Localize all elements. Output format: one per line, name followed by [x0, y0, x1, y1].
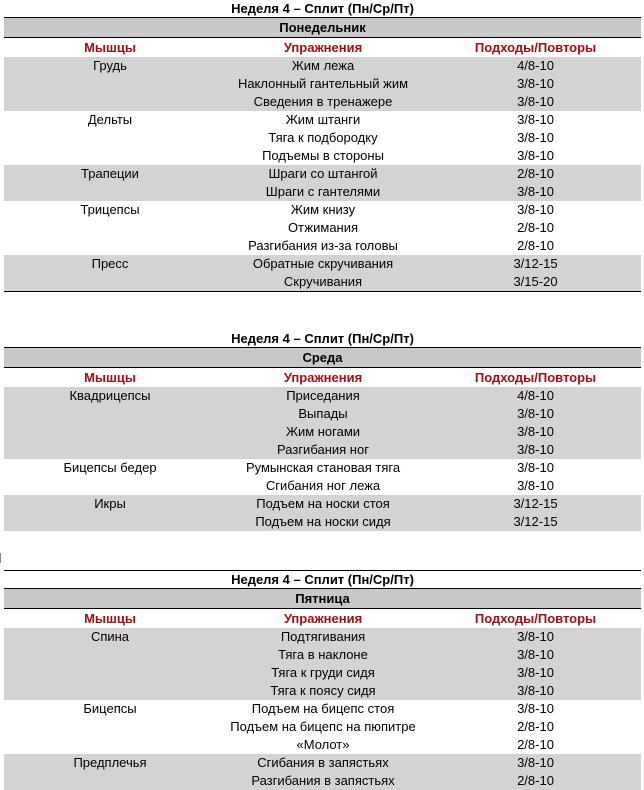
sets-reps-cell: 3/8-10 — [517, 478, 554, 493]
column-headers — [4, 609, 641, 628]
exercise-cell: Наклонный гантельный жим — [237, 76, 409, 91]
cell-marker — [0, 553, 4, 563]
sets-reps-cell: 3/8-10 — [517, 424, 554, 439]
exercise-cell: Разгибания ног — [277, 442, 369, 457]
sets-reps-cell: 3/8-10 — [517, 442, 554, 457]
table-row — [4, 459, 641, 477]
sets-reps-cell: 4/8-10 — [517, 388, 554, 403]
sets-reps-cell: 3/12-15 — [513, 496, 558, 511]
exercise-cell: Тяга к груди сидя — [271, 665, 375, 680]
exercise-cell: Тяга к поясу сидя — [270, 683, 376, 698]
sets-reps-cell: 3/8-10 — [517, 701, 554, 716]
table-row — [4, 93, 641, 111]
table-row — [4, 165, 641, 183]
exercise-cell: Румынская становая тяга — [245, 460, 401, 475]
sets-reps-cell: 3/8-10 — [517, 184, 554, 199]
sets-reps-cell: 3/8-10 — [517, 130, 554, 145]
col-sets-reps: Подходы/Повторы — [474, 370, 597, 385]
table-title: Неделя 4 – Сплит (Пн/Ср/Пт) — [231, 331, 414, 346]
exercise-cell: Шраги с гантелями — [265, 184, 381, 199]
table-row — [4, 682, 641, 700]
exercise-cell: Тяга в наклоне — [278, 647, 368, 662]
col-muscles: Мышцы — [84, 40, 136, 55]
table-row — [4, 273, 641, 291]
exercise-cell: Сгибания ног лежа — [265, 478, 381, 493]
table-row — [4, 111, 641, 129]
col-muscles: Мышцы — [84, 611, 136, 626]
table-wednesday — [4, 330, 641, 531]
table-row — [4, 423, 641, 441]
sets-reps-cell: 3/8-10 — [517, 406, 554, 421]
exercise-cell: Подъем на бицепс на пюпитре — [230, 719, 416, 734]
exercise-cell: Тяга к подбородку — [268, 130, 378, 145]
table-row — [4, 664, 641, 682]
muscle-cell: Пресс — [91, 256, 129, 271]
sets-reps-cell: 4/8-10 — [517, 58, 554, 73]
exercise-cell: Приседания — [286, 388, 360, 403]
muscle-cell: Трапеции — [81, 166, 139, 181]
table-monday — [4, 0, 641, 292]
table-row — [4, 495, 641, 513]
sets-reps-cell: 3/8-10 — [517, 76, 554, 91]
table-row — [4, 628, 641, 646]
muscle-cell: Грудь — [93, 58, 127, 73]
sets-reps-cell: 2/8-10 — [517, 719, 554, 734]
exercise-cell: Сгибания в запястьях — [257, 755, 389, 770]
exercise-cell: Разгибания в запястьях — [251, 773, 395, 788]
sets-reps-cell: 2/8-10 — [517, 773, 554, 788]
table-row — [4, 477, 641, 495]
table-row — [4, 75, 641, 93]
column-headers — [4, 38, 641, 57]
sets-reps-cell: 3/8-10 — [517, 647, 554, 662]
table-row — [4, 183, 641, 201]
sets-reps-cell: 3/8-10 — [517, 202, 554, 217]
sets-reps-cell: 3/15-20 — [513, 274, 558, 289]
col-exercises: Упражнения — [283, 40, 363, 55]
exercise-cell: Отжимания — [287, 220, 359, 235]
table-row — [4, 513, 641, 531]
muscle-cell: Дельты — [87, 112, 133, 127]
table-row — [4, 441, 641, 459]
table-title: Неделя 4 – Сплит (Пн/Ср/Пт) — [231, 1, 414, 16]
table-row — [4, 700, 641, 718]
muscle-cell: Квадрицепсы — [69, 388, 151, 403]
exercise-cell: Подъемы в стороны — [262, 148, 384, 163]
table-body — [4, 57, 641, 292]
table-row — [4, 237, 641, 255]
table-row — [4, 772, 641, 790]
muscle-cell: Трицепсы — [80, 202, 140, 217]
exercise-cell: Выпады — [298, 406, 348, 421]
muscle-cell: Бицепсы бедер — [63, 460, 157, 475]
exercise-cell: Подъем на носки сидя — [255, 514, 391, 529]
exercise-cell: Подтягивания — [280, 629, 366, 644]
sets-reps-cell: 3/8-10 — [517, 665, 554, 680]
exercise-cell: Обратные скручивания — [252, 256, 394, 271]
table-title: Неделя 4 – Сплит (Пн/Ср/Пт) — [231, 572, 414, 587]
exercise-cell: Подъем на носки стоя — [256, 496, 390, 511]
col-exercises: Упражнения — [283, 370, 363, 385]
exercise-cell: Жим штанги — [285, 112, 361, 127]
table-friday — [4, 570, 641, 790]
exercise-cell: «Молот» — [296, 737, 350, 752]
sets-reps-cell: 3/8-10 — [517, 683, 554, 698]
sets-reps-cell: 3/12-15 — [513, 256, 558, 271]
sets-reps-cell: 3/8-10 — [517, 460, 554, 475]
sets-reps-cell: 3/12-15 — [513, 514, 558, 529]
table-row — [4, 754, 641, 772]
table-row — [4, 201, 641, 219]
table-row — [4, 718, 641, 736]
sets-reps-cell: 3/8-10 — [517, 148, 554, 163]
exercise-cell: Жим книзу — [290, 202, 356, 217]
day-header: Понедельник — [4, 17, 641, 38]
muscle-cell: Бицепсы — [83, 701, 137, 716]
muscle-cell: Спина — [90, 629, 130, 644]
table-row — [4, 57, 641, 75]
col-sets-reps: Подходы/Повторы — [474, 40, 597, 55]
table-row — [4, 255, 641, 273]
column-headers — [4, 368, 641, 387]
sets-reps-cell: 2/8-10 — [517, 166, 554, 181]
exercise-cell: Скручивания — [283, 274, 363, 289]
sets-reps-cell: 3/8-10 — [517, 112, 554, 127]
table-row — [4, 147, 641, 165]
table-row — [4, 387, 641, 405]
day-header: Среда — [4, 347, 641, 368]
table-row — [4, 736, 641, 754]
muscle-cell: Икры — [94, 496, 126, 511]
exercise-cell: Подъем на бицепс стоя — [251, 701, 395, 716]
exercise-cell: Сведения в тренажере — [253, 94, 393, 109]
table-row — [4, 129, 641, 147]
table-row — [4, 646, 641, 664]
col-muscles: Мышцы — [84, 370, 136, 385]
col-exercises: Упражнения — [283, 611, 363, 626]
sets-reps-cell: 3/8-10 — [517, 94, 554, 109]
table-row — [4, 219, 641, 237]
table-row — [4, 405, 641, 423]
sets-reps-cell: 2/8-10 — [517, 238, 554, 253]
exercise-cell: Разгибания из-за головы — [248, 238, 398, 253]
col-sets-reps: Подходы/Повторы — [474, 611, 597, 626]
table-body — [4, 628, 641, 790]
exercise-cell: Шраги со штангой — [268, 166, 378, 181]
sets-reps-cell: 2/8-10 — [517, 220, 554, 235]
exercise-cell: Жим лежа — [291, 58, 355, 73]
muscle-cell: Предплечья — [73, 755, 147, 770]
sets-reps-cell: 3/8-10 — [517, 755, 554, 770]
sets-reps-cell: 3/8-10 — [517, 629, 554, 644]
sets-reps-cell: 2/8-10 — [517, 737, 554, 752]
day-header: Пятница — [4, 588, 641, 609]
table-body — [4, 387, 641, 531]
exercise-cell: Жим ногами — [285, 424, 361, 439]
